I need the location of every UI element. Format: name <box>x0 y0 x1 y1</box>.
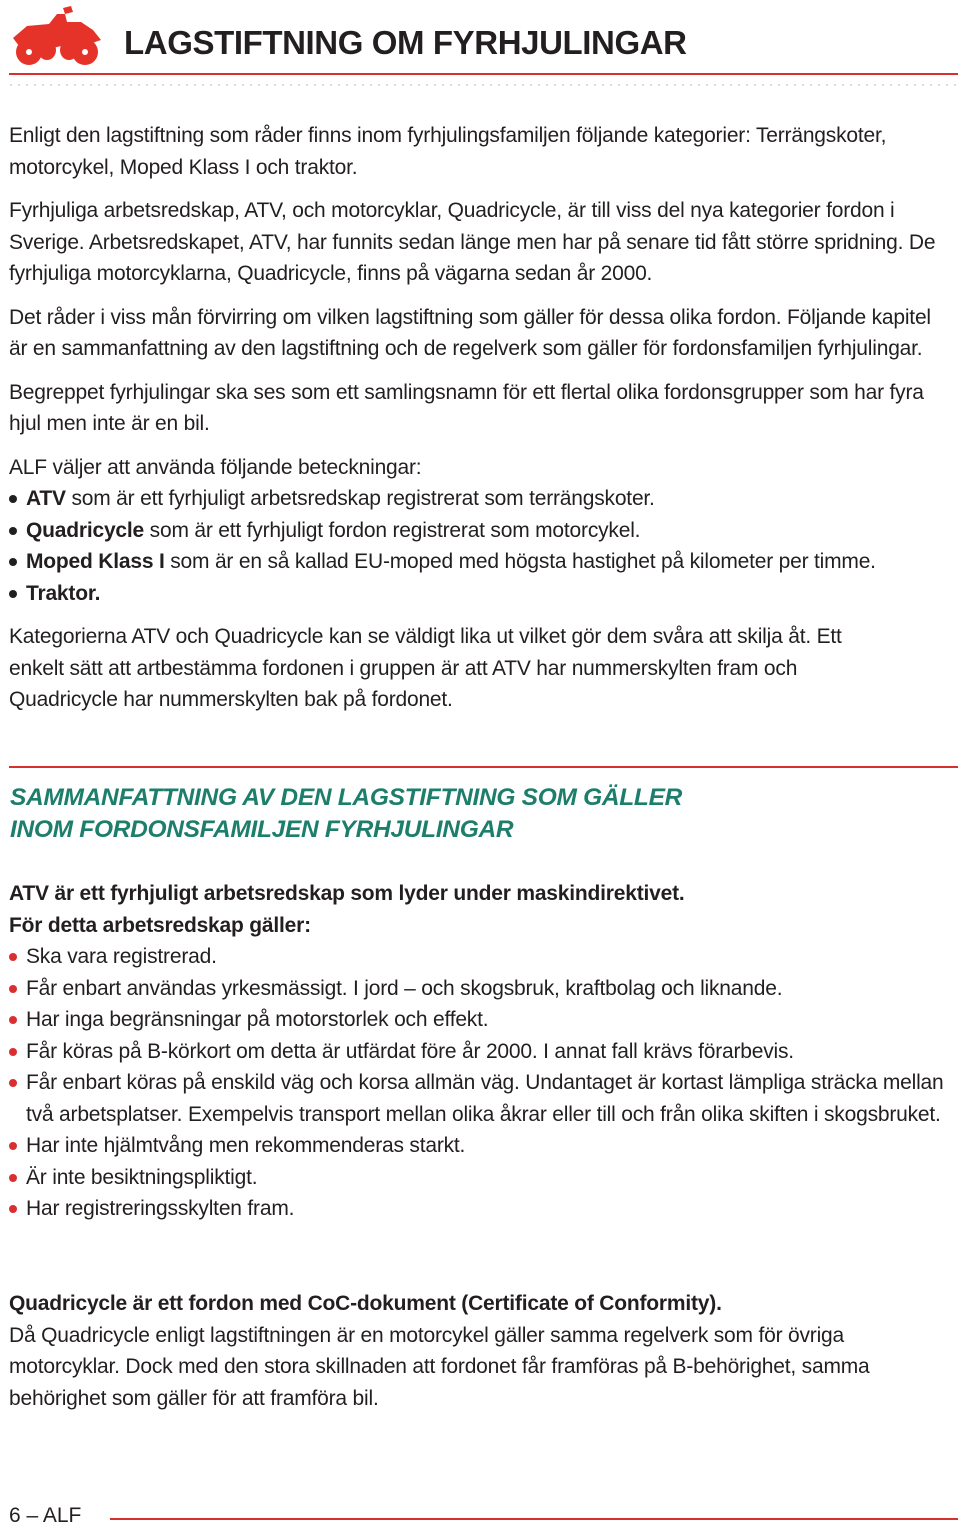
list-item <box>9 1130 954 1162</box>
atv-title <box>9 878 954 910</box>
list-item <box>9 515 954 547</box>
dotted-divider <box>10 82 958 88</box>
atv-rules-list <box>9 941 954 1225</box>
atv-icon <box>9 4 105 68</box>
designations-intro: ALF väljer att använda följande beteckningar: <box>9 455 422 479</box>
atv-title-text: ATV är ett fyrhjuligt arbetsredskap som lyder under maskindirektivet. <box>9 882 685 905</box>
rule-text: Är inte besiktningspliktigt. <box>26 1165 258 1189</box>
atv-subtitle-text: För detta arbetsredskap gäller: <box>9 913 311 937</box>
bullet-icon <box>9 1048 17 1056</box>
designation-text: som är ett fyrhjuligt arbetsredskap registrerat som terrängskoter. <box>65 487 655 510</box>
section-heading-line: SAMMANFATTNING AV DEN LAGSTIFTNING SOM GÄLLER <box>10 784 683 811</box>
bullet-icon <box>9 1174 17 1182</box>
list-item <box>9 1036 954 1068</box>
designation-term: Traktor. <box>26 581 101 605</box>
rule-text: Har registreringsskylten fram. <box>26 1197 295 1220</box>
header-divider <box>9 73 958 75</box>
bullet-icon <box>9 1079 17 1087</box>
bullet-icon <box>9 558 17 566</box>
rule-text: Får enbart användas yrkesmässigt. I jord – och skogsbruk, kraftbolag och liknande. <box>26 976 783 1000</box>
rule-text: Har inte hjälmtvång men rekommenderas starkt. <box>26 1134 466 1157</box>
intro-section <box>9 120 954 716</box>
intro-paragraph: Det råder i viss mån förvirring om vilken lagstiftning som gäller för dessa olika fordon. Följande kapitel är en sammanfattning av den lagstiftning och de regelverk som gäller för fordonsfamiljen fyrhjulingar. <box>9 305 931 360</box>
section-heading <box>10 782 682 845</box>
list-item <box>9 1067 954 1130</box>
designation-term: ATV <box>26 487 66 510</box>
bullet-icon <box>9 1142 17 1150</box>
atv-section <box>9 878 954 1225</box>
bullet-icon <box>9 495 17 503</box>
intro-paragraph: Kategorierna ATV och Quadricycle kan se väldigt lika ut vilket gör dem svåra att skilja åt. Ett enkelt sätt att artbestämma fordonen i gruppen är att ATV har nummerskylten fram och Quadricycle har nummerskylten bak på fordonet. <box>9 625 842 711</box>
list-item <box>9 483 954 515</box>
bullet-icon <box>9 1016 17 1024</box>
list-item <box>9 941 954 973</box>
atv-subtitle <box>9 910 954 942</box>
list-item <box>9 578 954 610</box>
list-item <box>9 973 954 1005</box>
intro-paragraph: Enligt den lagstiftning som råder finns inom fyrhjulingsfamiljen följande kategorier: Terrängskoter, motorcykel, Moped Klass I och traktor. <box>9 124 887 179</box>
rule-text: Ska vara registrerad. <box>26 945 217 968</box>
bullet-icon <box>9 1205 17 1213</box>
designation-term: Moped Klass I <box>26 550 165 573</box>
list-item <box>9 1193 954 1225</box>
designations-list <box>9 483 954 609</box>
designation-term: Quadricycle <box>26 518 145 542</box>
bullet-icon <box>9 953 17 961</box>
section-heading-line: INOM FORDONSFAMILJEN FYRHJULINGAR <box>10 815 514 843</box>
list-item <box>9 546 954 578</box>
page-number: 6 – ALF <box>9 1504 82 1527</box>
quad-title-text: Quadricycle är ett fordon med CoC-dokument (Certificate of Conformity). <box>9 1292 722 1315</box>
quad-paragraph: Då Quadricycle enligt lagstiftningen är en motorcykel gäller samma regelverk som för övriga motorcyklar. Dock med den stora skillnaden att fordonet får framföras på B-behörighet, samma behörighet som gäller för att framföra bil. <box>9 1323 870 1410</box>
intro-paragraph: Begreppet fyrhjulingar ska ses som ett samlingsnamn för ett flertal olika fordonsgrupper som har fyra hjul men inte är en bil. <box>9 380 924 435</box>
designation-text: som är en så kallad EU-moped med högsta hastighet på kilometer per timme. <box>164 550 876 573</box>
list-item <box>9 1162 954 1194</box>
footer-divider <box>110 1518 958 1520</box>
quadricycle-section <box>9 1288 954 1414</box>
bullet-icon <box>9 527 17 535</box>
list-item <box>9 1004 954 1036</box>
bullet-icon <box>9 985 17 993</box>
page-title: LAGSTIFTNING OM FYRHJULINGAR <box>124 24 687 61</box>
bullet-icon <box>9 590 17 598</box>
quad-title <box>9 1288 954 1320</box>
intro-paragraph: Fyrhjuliga arbetsredskap, ATV, och motorcyklar, Quadricycle, är till viss del nya kategorier fordon i Sverige. Arbetsredskapet, ATV, har funnits sedan länge men har på senare tid fått större spridning. De fyrhjuliga motorcyklarna, Quadricycle, finns på vägarna sedan år 2000. <box>9 199 936 285</box>
rule-text: Har inga begränsningar på motorstorlek och effekt. <box>26 1008 489 1031</box>
section-divider <box>9 766 958 768</box>
rule-text: Får köras på B-körkort om detta är utfärdat före år 2000. I annat fall krävs förarbevis. <box>26 1039 794 1063</box>
designation-text: som är ett fyrhjuligt fordon registrerat som motorcykel. <box>144 518 641 542</box>
rule-text: Får enbart köras på enskild väg och korsa allmän väg. Undantaget är kortast lämpliga sträcka mellan två arbetsplatser. Exempelvis transport mellan olika åkrar eller till och från olika skiften i skogsbruket. <box>26 1071 944 1126</box>
